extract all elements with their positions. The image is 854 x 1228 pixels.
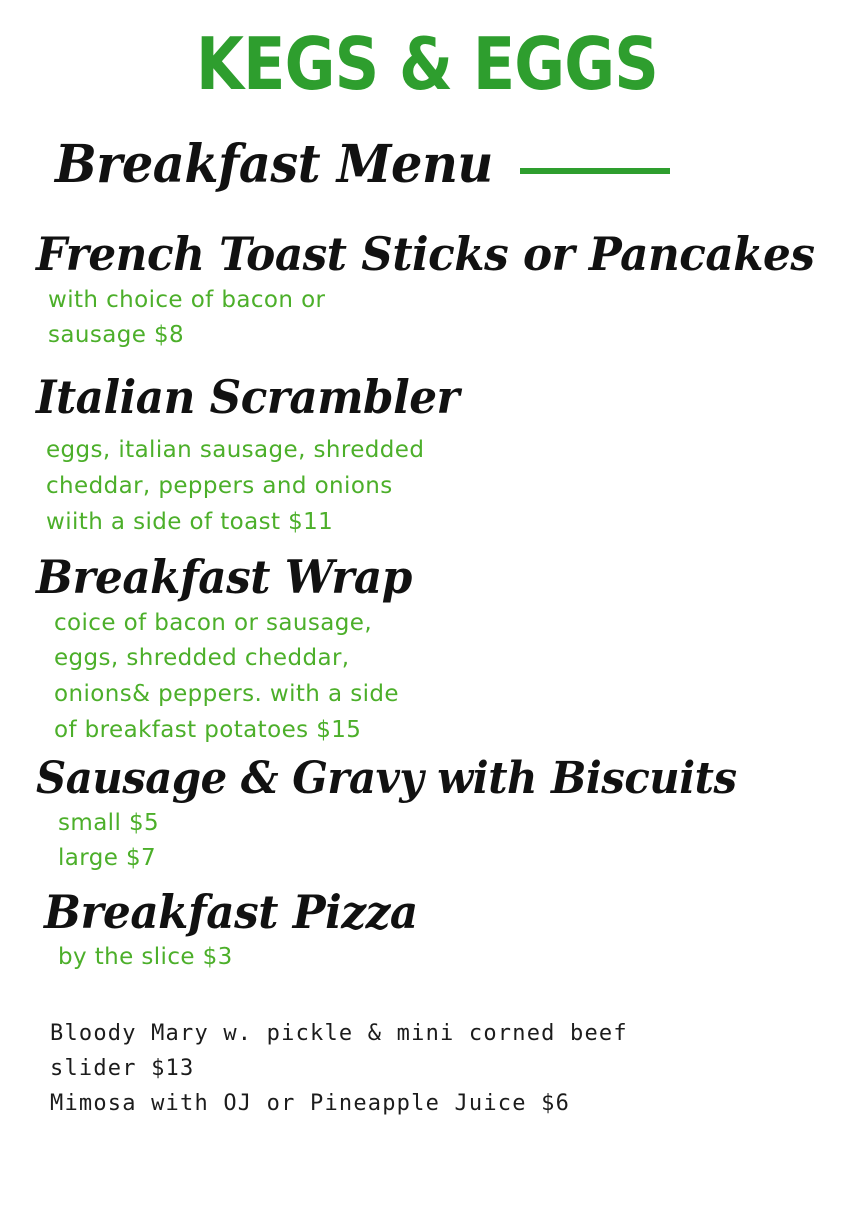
menu-item-description <box>58 940 824 976</box>
section-heading: Breakfast Menu <box>55 134 493 195</box>
menu-item <box>36 369 824 540</box>
menu-item-description <box>54 606 824 749</box>
menu-item-description-line: small $5 <box>58 809 160 836</box>
menu-item-description-line: wiith a side of toast $11 <box>46 508 334 535</box>
menu-item <box>36 754 824 877</box>
heading-rule <box>520 168 670 174</box>
menu-item-description-line: onions& peppers. with a side <box>54 681 399 708</box>
menu-item-description-line: of breakfast potatoes $15 <box>54 716 362 743</box>
menu-list <box>0 229 854 976</box>
page-title: KEGS & EGGS <box>196 22 658 106</box>
subtitle-row <box>55 134 854 195</box>
menu-item-name: French Toast Sticks or Pancakes <box>36 227 815 281</box>
menu-item-description-line: eggs, italian sausage, shredded <box>46 437 425 464</box>
menu-item <box>36 229 824 354</box>
menu-item-description <box>48 283 824 354</box>
menu-item-description <box>58 806 824 877</box>
menu-item-description <box>46 433 824 540</box>
menu-item-name: Italian Scrambler <box>36 369 460 424</box>
menu-item-description-line: by the slice $3 <box>58 944 233 971</box>
drinks-line: Bloody Mary w. pickle & mini corned beef <box>50 1021 628 1047</box>
drinks-line: slider $13 <box>50 1056 195 1082</box>
drinks-line: Mimosa with OJ or Pineapple Juice $6 <box>50 1091 571 1117</box>
menu-item-description-line: sausage $8 <box>48 322 185 349</box>
menu-item-description-line: cheddar, peppers and onions <box>46 472 393 499</box>
menu-item-description-line: coice of bacon or sausage, <box>54 609 373 636</box>
menu-item <box>36 884 824 976</box>
menu-item-description-line: eggs, shredded cheddar, <box>54 645 350 672</box>
menu-item-name: Sausage & Gravy with Biscuits <box>36 753 737 805</box>
menu-item-name: Breakfast Pizza <box>44 884 418 939</box>
menu-item <box>36 552 824 748</box>
menu-item-name: Breakfast Wrap <box>36 550 412 605</box>
menu-item-description-line: with choice of bacon or <box>48 286 326 313</box>
menu-item-description-line: large $7 <box>58 845 157 872</box>
drinks-section <box>0 1016 854 1122</box>
menu-page <box>0 22 854 1228</box>
